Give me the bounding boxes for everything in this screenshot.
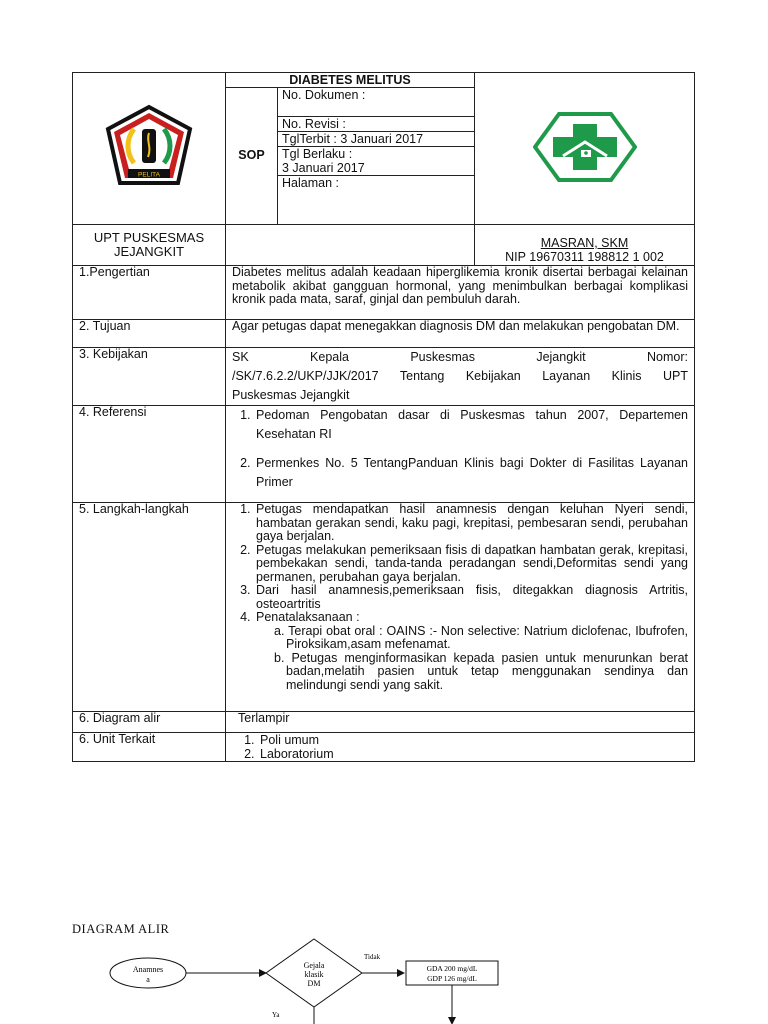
decision-label-2: klasik bbox=[304, 970, 324, 979]
kabupaten-emblem-icon bbox=[104, 103, 194, 191]
referensi-item: 2. Permenkes No. 5 TentangPanduan Klinis bagi Dokter di Fasilitas Layanan Primer bbox=[254, 454, 688, 492]
meta-tgl-berlaku-value: 3 Januari 2017 bbox=[278, 161, 474, 176]
diagram-title: DIAGRAM ALIR bbox=[72, 922, 170, 936]
pengertian-label: 1.Pengertian bbox=[73, 266, 226, 320]
langkah-item: 1. Petugas mendapatkan hasil anamnesis dengan keluhan Nyeri sendi, hambatan gerakan sendi, kaku pagi, krepitasi, pembesaran sendi, perubahan gaya berjalan. bbox=[254, 503, 688, 544]
referensi-label: 4. Referensi bbox=[73, 406, 226, 503]
langkah-subitem: b. Petugas menginformasikan kepada pasien untuk menurunkan berat badan,melatih pasien untuk tetap menggunakan sendinya dan melindungi sendi yang sakit. bbox=[274, 650, 689, 692]
referensi-item: 1. Pedoman Pengobatan dasar di Puskesmas tahun 2007, Departemen Kesehatan RI bbox=[254, 406, 688, 444]
unit-list bbox=[226, 733, 695, 762]
kebijakan-line2: /SK/7.6.2.2/UKP/JJK/2017 Tentang Kebijakan Layanan Klinis UPT bbox=[232, 369, 689, 383]
org-name-line2: JEJANGKIT bbox=[113, 244, 185, 259]
result-label-2: GDP 126 mg/dL bbox=[427, 974, 477, 983]
referensi-list bbox=[226, 406, 695, 503]
decision-label-3: DM bbox=[307, 979, 321, 988]
signer-cell bbox=[475, 225, 695, 266]
start-label: Anamnes bbox=[132, 965, 164, 974]
langkah-label: 5. Langkah-langkah bbox=[73, 503, 226, 712]
tujuan-text: Agar petugas dapat menegakkan diagnosis DM dan melakukan pengobatan DM. bbox=[226, 320, 695, 348]
kebijakan-line1: SK Kepala Puskesmas Jejangkit Nomor: bbox=[232, 350, 689, 364]
langkah-subitem: a. Terapi obat oral : OAINS :- Non selective: Natrium diclofenac, Ibufrofen, Piroksikam,asam mefenamat. bbox=[274, 623, 689, 651]
unit-label: 6. Unit Terkait bbox=[73, 733, 226, 762]
flow-diagram bbox=[0, 935, 768, 1024]
unit-item: 2. Laboratorium bbox=[258, 747, 688, 761]
meta-tgl-terbit: TglTerbit : 3 Januari 2017 bbox=[278, 132, 474, 147]
yes-label: Ya bbox=[272, 1011, 280, 1019]
kebijakan-line3: Puskesmas Jejangkit bbox=[232, 388, 350, 402]
kebijakan-text bbox=[226, 348, 695, 406]
sop-table bbox=[72, 72, 695, 762]
signer-name: MASRAN, SKM bbox=[540, 236, 629, 250]
left-logo-cell bbox=[73, 73, 226, 225]
org-name-cell bbox=[73, 225, 226, 266]
puskesmas-logo-icon bbox=[533, 112, 637, 182]
org-name-line1: UPT PUSKESMAS bbox=[93, 230, 205, 245]
kebijakan-label: 3. Kebijakan bbox=[73, 348, 226, 406]
emblem-text: PELITA bbox=[138, 171, 160, 179]
diagram-label: 6. Diagram alir bbox=[73, 712, 226, 733]
langkah-item-text: Penatalaksanaan : bbox=[256, 610, 360, 624]
pengertian-text: Diabetes melitus adalah keadaan hiperglikemia kronik disertai berbagai kelainan metabolik akibat gangguan hormonal, yang menimbulkan berbagai komplikasi kronik pada mata, saraf, ginjal dan pembuluh darah. bbox=[226, 266, 695, 320]
no-label: Tidak bbox=[364, 953, 381, 961]
result-label-1: GDA 200 mg/dL bbox=[426, 964, 478, 973]
decision-label-1: Gejala bbox=[303, 961, 325, 970]
sop-document bbox=[72, 72, 694, 762]
meta-no-revisi: No. Revisi : bbox=[278, 117, 474, 132]
right-logo-cell bbox=[475, 73, 695, 225]
unit-item: 1. Poli umum bbox=[258, 733, 688, 747]
document-meta bbox=[278, 88, 475, 225]
langkah-item: 2. Petugas melakukan pemeriksaan fisis di dapatkan hambatan gerak, krepitasi, pembekakan sendi, tanda-tanda peradangan sendi,Deformitas sendi yang permanen, perubahan gaya berjalan. bbox=[254, 544, 688, 585]
signer-nip: NIP 19670311 198812 1 002 bbox=[505, 249, 664, 264]
sop-label: SOP bbox=[226, 88, 278, 225]
meta-halaman: Halaman : bbox=[282, 176, 339, 190]
document-title: DIABETES MELITUS bbox=[226, 73, 475, 88]
langkah-item: 3. Dari hasil anamnesis,pemeriksaan fisis, ditegakkan diagnosis Artritis, osteoartritis bbox=[254, 584, 688, 611]
diagram-text: Terlampir bbox=[226, 712, 695, 733]
meta-tgl-berlaku: Tgl Berlaku : bbox=[282, 147, 353, 161]
start-label-2: a bbox=[146, 975, 150, 984]
langkah-item bbox=[254, 611, 688, 692]
meta-no-dokumen: No. Dokumen : bbox=[278, 88, 474, 117]
blank-cell bbox=[226, 225, 475, 266]
tujuan-label: 2. Tujuan bbox=[73, 320, 226, 348]
langkah-list bbox=[226, 503, 695, 712]
